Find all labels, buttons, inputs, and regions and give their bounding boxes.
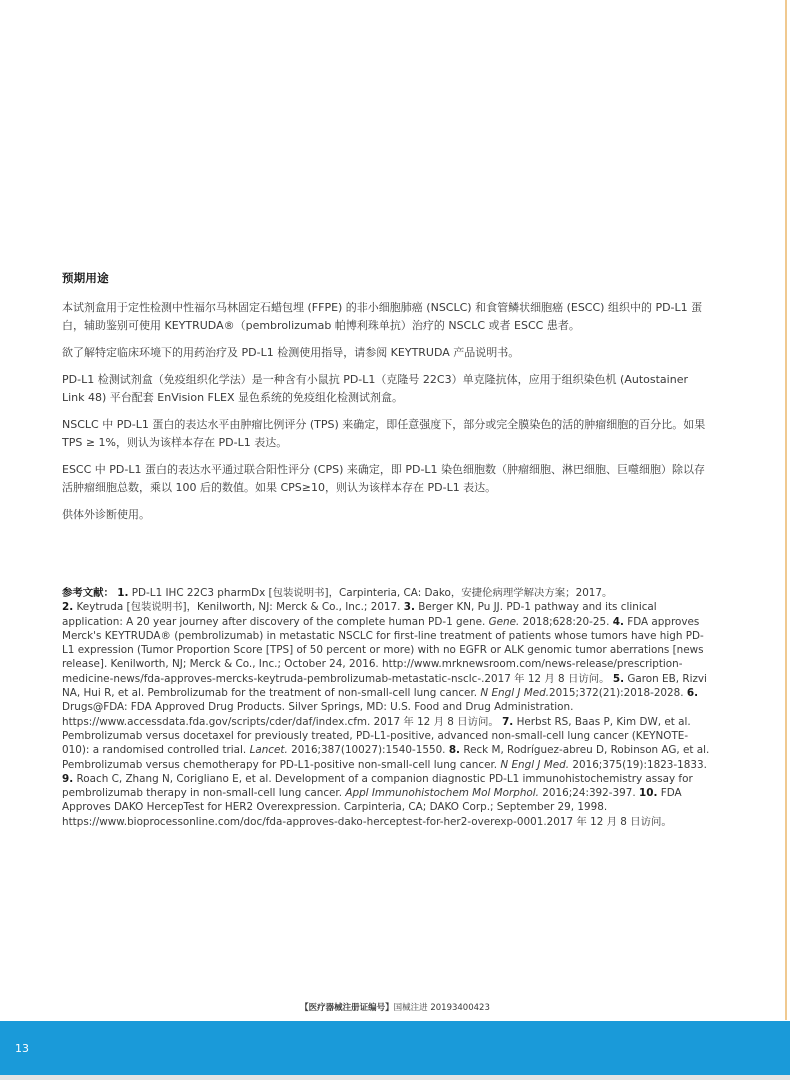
intended-use-paragraph-2: 欲了解特定临床环境下的用药治疗及 PD-L1 检测使用指导，请参阅 KEYTRUDA 产品说明书。 <box>62 346 520 359</box>
intended-use-paragraph-3: PD-L1 检测试剂盒（免疫组织化学法）是一种含有小鼠抗 PD-L1（克隆号 22C3）单克隆抗体，应用于组织染色机 (Autostainer Link 48) 平台配套 EnVision FLEX 显色系统的免疫组化检测试剂盒。 <box>62 373 688 404</box>
reference-4: 4. FDA approves Merck's KEYTRUDA® (pembrolizumab) in metastatic NSCLC for first-line treatment of patients whose tumors have high PD-L1 expression (Tumor Proportion Score [TPS] of 50 percent or more) with no EGFR or ALK genomic tumor aberrations [news release]. Kenilworth, NJ; Merck & Co., Inc.; October 24, 2016. http://www.mrknewsroom.com/news-release/prescription-medicine-news/fda-approves-mercks-keytruda-pembrolizumab-metastatic-nsclc-.2017 年 12 月 8 日访问。 <box>62 615 704 685</box>
registration-number <box>0 1001 790 1013</box>
reference-2: 2. Keytruda [包装说明书]，Kenilworth, NJ: Merck & Co., Inc.; 2017. <box>62 601 401 614</box>
references-heading: 参考文献： <box>62 587 114 599</box>
intended-use-paragraph-5: ESCC 中 PD-L1 蛋白的表达水平通过联合阳性评分 (CPS) 来确定，即 PD-L1 染色细胞数（肿瘤细胞、淋巴细胞、巨噬细胞）除以存活肿瘤细胞总数，乘以 100 后的数值。如果 CPS≥10，则认为该样本存在 PD-L1 表达。 <box>62 463 706 494</box>
reference-3: 3. Berger KN, Pu JJ. PD-1 pathway and its clinical application: A 20 year journey after discovery of the complete human PD-1 gene. Gene. 2018;628:20-25. <box>62 601 657 628</box>
page-number: 13 <box>15 1042 29 1055</box>
intended-use-heading: 预期用途 <box>62 271 109 285</box>
reference-5: 5. Garon EB, Rizvi NA, Hui R, et al. Pembrolizumab for the treatment of non-small-cell lung cancer. N Engl J Med.2015;372(21):2018-2028. <box>62 672 707 700</box>
intended-use-section <box>62 270 712 533</box>
footer-bottom-strip <box>0 1075 790 1080</box>
reference-1: 1. PD-L1 IHC 22C3 pharmDx [包装说明书]，Carpinteria, CA: Dako，安捷伦病理学解决方案；2017。 <box>117 587 613 599</box>
reference-8: 8. Reck M, Rodríguez-abreu D, Robinson AG, et al. Pembrolizumab versus chemotherapy for PD-L1-positive non-small-cell lung cancer. N Engl J Med. 2016;375(19):1823-1833. <box>62 744 710 771</box>
reference-9: 9. Roach C, Zhang N, Corigliano E, et al. Development of a companion diagnostic PD-L1 immunohistochemistry assay for pembrolizumab therapy in non-small-cell lung cancer. Appl Immunohistochem Mol Morphol. 2016;24:392-397. <box>62 772 693 800</box>
references-section <box>62 586 712 829</box>
footer-bar <box>0 1021 790 1075</box>
registration-label: 【医疗器械注册证编号】 <box>300 1003 394 1013</box>
intended-use-paragraph-6: 供体外诊断使用。 <box>62 508 150 521</box>
intended-use-paragraph-1: 本试剂盒用于定性检测中性福尔马林固定石蜡包埋 (FFPE) 的非小细胞肺癌 (NSCLC) 和食管鳞状细胞癌 (ESCC) 组织中的 PD-L1 蛋白，辅助鉴别可使用 KEYTRUDA®（pembrolizumab 帕博利珠单抗）治疗的 NSCLC 或者 ESCC 患者。 <box>62 301 703 332</box>
registration-value: 国械注进 20193400423 <box>393 1003 490 1013</box>
reference-6: 6. Drugs@FDA: FDA Approved Drug Products. Silver Springs, MD: U.S. Food and Drug Administration. https://www.accessdata.fda.gov/scripts/cder/daf/index.cfm. 2017 年 12 月 8 日访问。 <box>62 687 699 728</box>
reference-7: 7. Herbst RS, Baas P, Kim DW, et al. Pembrolizumab versus docetaxel for previously treated, PD-L1-positive, advanced non-small-cell lung cancer (KEYNOTE-010): a randomised controlled trial. Lancet. 2016;387(10027):1540-1550. <box>62 715 691 757</box>
intended-use-paragraph-4: NSCLC 中 PD-L1 蛋白的表达水平由肿瘤比例评分 (TPS) 来确定，即任意强度下，部分或完全膜染色的活的肿瘤细胞的百分比。如果 TPS ≥ 1%，则认为该样本存在 PD-L1 表达。 <box>62 418 706 449</box>
page-edge-line <box>785 0 787 1020</box>
reference-10: 10. FDA Approves DAKO HercepTest for HER2 Overexpression. Carpinteria, CA; DAKO Corp.; September 29, 1998. https://www.bioprocessonline.com/doc/fda-approves-dako-herceptest-for-her2-overexp-0001.2017 年 12 月 8 日访问。 <box>62 787 682 828</box>
